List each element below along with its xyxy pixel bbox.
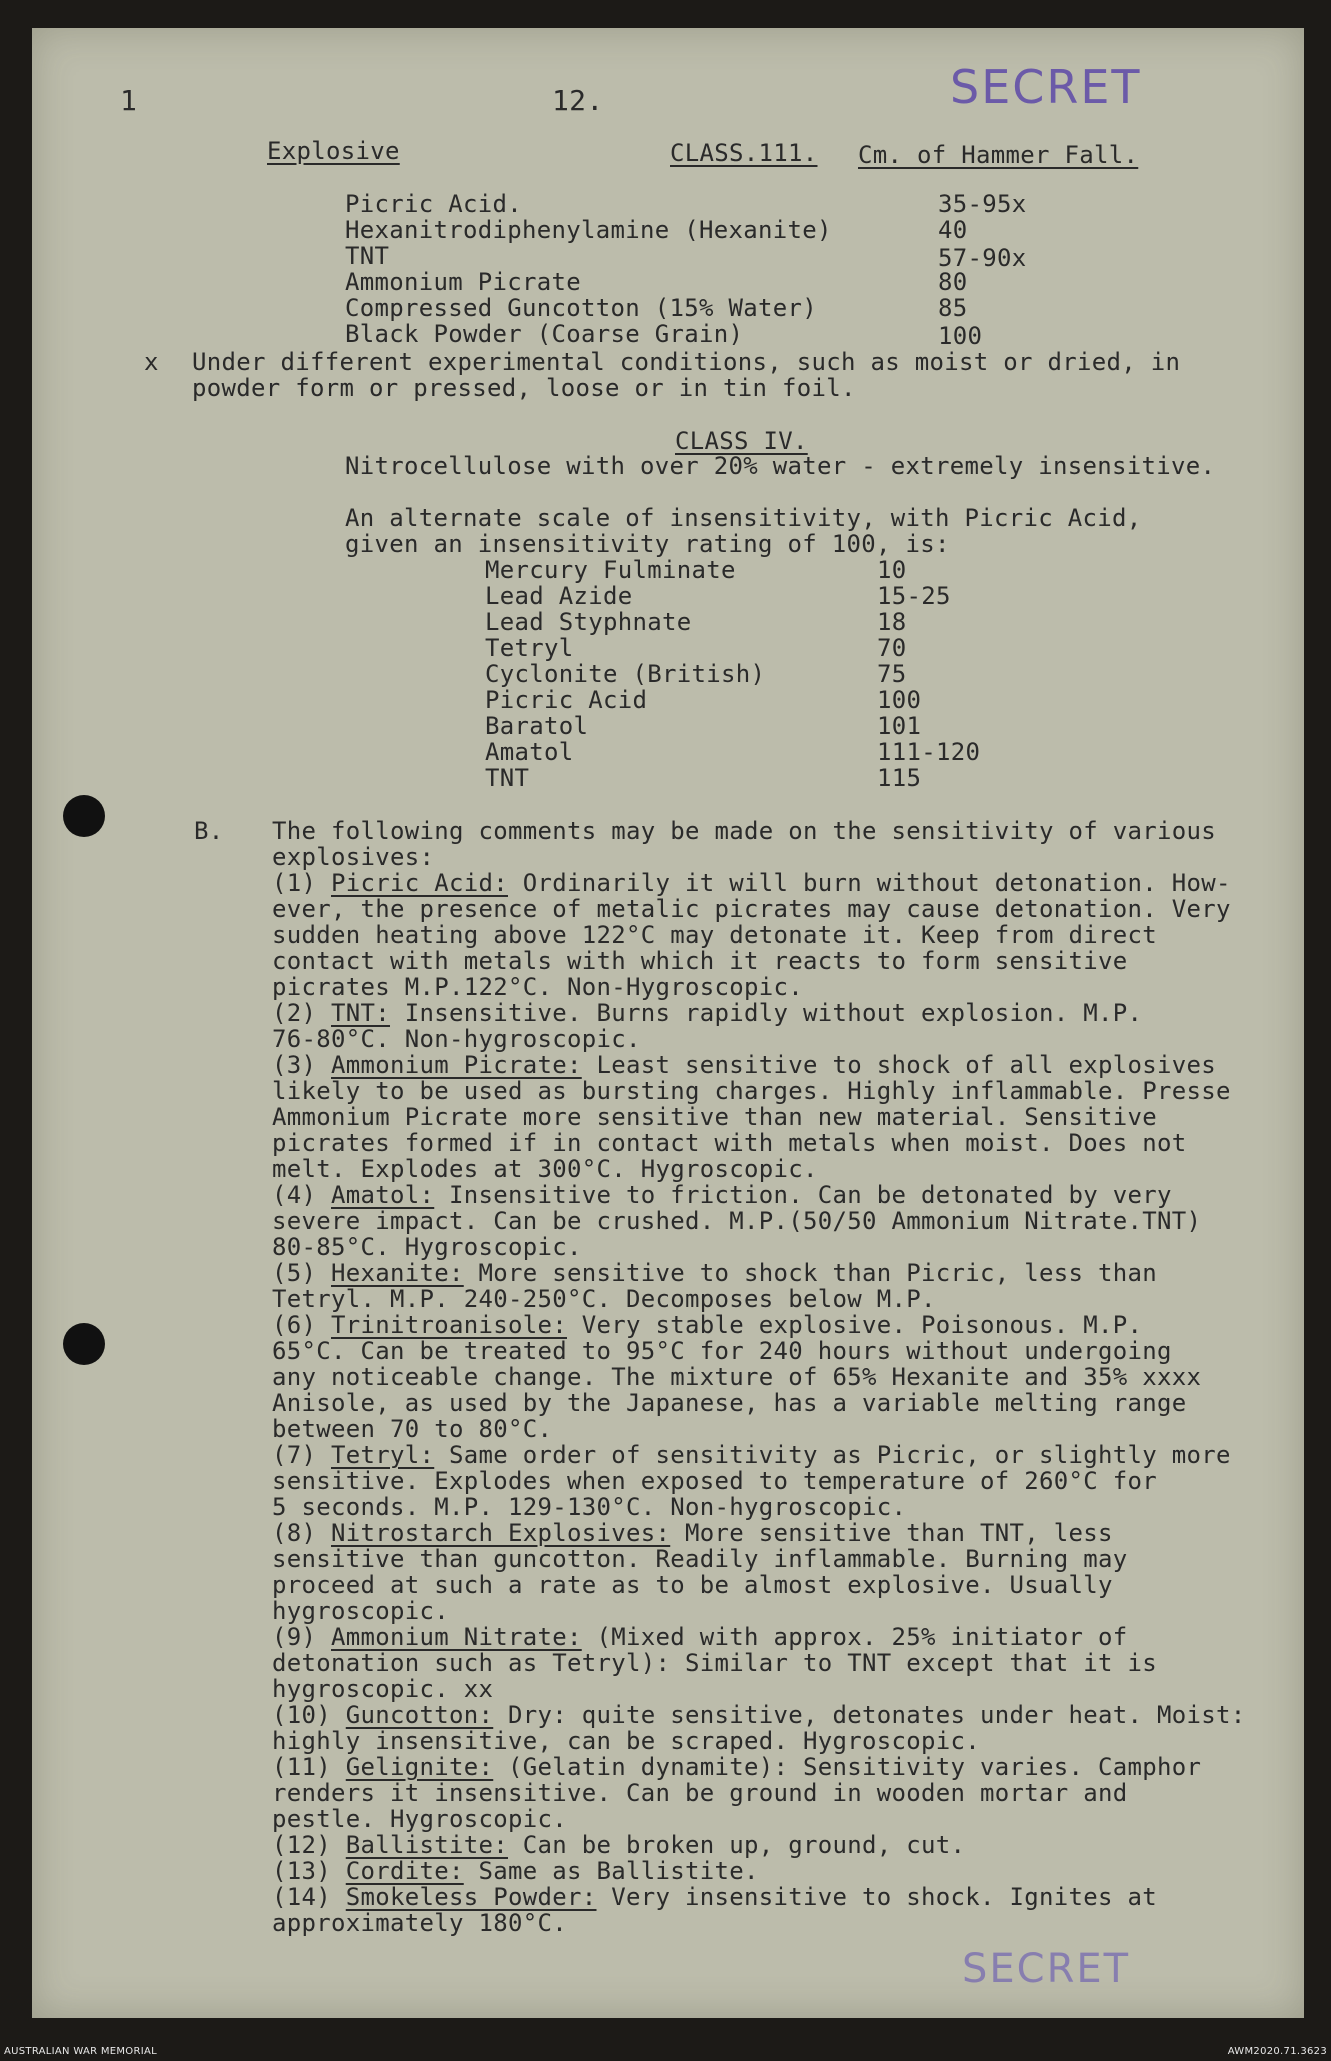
comment-number: (7) [272,1441,317,1469]
comment-label: Gelignite: [345,1753,494,1781]
comment-line [272,1286,1302,1312]
class3-name: TNT [345,242,390,270]
comment-line [272,1520,1302,1546]
comment-line [272,870,1302,896]
comment-label: Amatol: [331,1181,435,1209]
comment-line [272,974,1302,1000]
alt-value: 101 [877,712,922,740]
alt-value: 100 [877,686,922,714]
comment-line [272,1026,1302,1052]
comment-text: Insensitive. Burns rapidly without explosion. M.P. [404,999,1143,1027]
comment-line [272,1130,1302,1156]
comment-line [272,1702,1302,1728]
section-b-intro: explosives: [272,843,435,871]
comment-number: (5) [272,1259,317,1287]
class3-name: Compressed Guncotton (15% Water) [345,294,817,322]
comment-label: TNT: [331,999,390,1027]
comment-line [272,1598,1302,1624]
class3-value: 100 [938,322,983,350]
comment-line [272,1806,1302,1832]
section-b-intro: The following comments may be made on the sensitivity of various [272,817,1216,845]
comment-label: Ammonium Picrate: [331,1051,582,1079]
alt-name: Amatol [485,738,574,766]
comment-line [272,1468,1302,1494]
comment-text: hygroscopic. xx [272,1675,494,1703]
comment-text: approximately 180°C. [272,1909,567,1937]
comment-line [272,1780,1302,1806]
comment-text: sudden heating above 122°C may detonate it. Keep from direct [272,921,1157,949]
header-hammer-fall: Cm. of Hammer Fall. [858,141,1139,169]
corner-mark: 1 [120,84,138,117]
comment-line [272,1858,1302,1884]
document-page [32,28,1304,2018]
comment-text: 80-85°C. Hygroscopic. [272,1233,582,1261]
alt-name: Lead Styphnate [485,608,692,636]
comment-number: (6) [272,1311,317,1339]
comment-label: Cordite: [345,1857,464,1885]
comment-line [272,1650,1302,1676]
comment-line [272,1104,1302,1130]
comment-label: Guncotton: [345,1701,494,1729]
comment-text: Same as Ballistite. [478,1857,759,1885]
class3-value: 57-90x [938,244,1027,272]
alt-name: Tetryl [485,634,574,662]
comment-text: Insensitive to friction. Can be detonated by very [449,1181,1172,1209]
comment-number: (8) [272,1519,317,1547]
comment-line [272,1182,1302,1208]
note-mark: x [144,348,159,376]
comment-text: More sensitive to shock than Picric, less than [478,1259,1157,1287]
comment-text: any noticeable change. The mixture of 65% Hexanite and 35% xxxx [272,1363,1202,1391]
comment-number: (10) [272,1701,331,1729]
comment-line [272,1728,1302,1754]
comment-number: (11) [272,1753,331,1781]
punch-hole-bottom [63,1323,105,1365]
class3-value: 80 [938,268,968,296]
comment-text: Dry: quite sensitive, detonates under heat. Moist: [508,1701,1246,1729]
comment-text: Tetryl. M.P. 240-250°C. Decomposes below M.P. [272,1285,936,1313]
alt-scale-intro: given an insensitivity rating of 100, is: [345,530,950,558]
comment-text: Least sensitive to shock of all explosives [596,1051,1216,1079]
comment-line [272,1546,1302,1572]
comment-text: highly insensitive, can be scraped. Hygroscopic. [272,1727,980,1755]
comment-number: (14) [272,1883,331,1911]
comment-line [272,1260,1302,1286]
comment-text: proceed at such a rate as to be almost explosive. Usually [272,1571,1113,1599]
page-number: 12. [552,84,604,117]
comment-number: (9) [272,1623,317,1651]
comment-line [272,1364,1302,1390]
class3-value: 40 [938,216,968,244]
comment-text: picrates formed if in contact with metals when moist. Does not [272,1129,1187,1157]
footer-right: AWM2020.71.3623 [1227,2046,1327,2057]
alt-value: 115 [877,764,922,792]
alt-name: Cyclonite (British) [485,660,766,688]
comment-line [272,896,1302,922]
section-b-mark: B. [194,817,224,845]
comment-number: (12) [272,1831,331,1859]
comment-line [272,1052,1302,1078]
comment-line [272,1312,1302,1338]
class3-name: Hexanitrodiphenylamine (Hexanite) [345,216,832,244]
comment-line [272,1884,1302,1910]
alt-value: 15-25 [877,582,951,610]
alt-value: 111-120 [877,738,981,766]
comment-number: (13) [272,1857,331,1885]
comment-text: Ordinarily it will burn without detonation. How- [522,869,1231,897]
comment-text: renders it insensitive. Can be ground in wooden mortar and [272,1779,1128,1807]
comment-line [272,1338,1302,1364]
comment-number: (1) [272,869,317,897]
comment-text: Very stable explosive. Poisonous. M.P. [581,1311,1143,1339]
alt-value: 10 [877,556,907,584]
comment-text: (Mixed with approx. 25% initiator of [596,1623,1128,1651]
comment-line [272,1208,1302,1234]
comment-label: Trinitroanisole: [331,1311,567,1339]
comment-text: More sensitive than TNT, less [684,1519,1113,1547]
comment-text: Anisole, as used by the Japanese, has a variable melting range [272,1389,1187,1417]
alt-value: 70 [877,634,907,662]
comments-list [272,870,1302,1936]
comment-text: hygroscopic. [272,1597,449,1625]
comment-text: ever, the presence of metalic picrates may cause detonation. Very [272,895,1231,923]
comment-line [272,948,1302,974]
alt-value: 18 [877,608,907,636]
comment-line [272,1910,1302,1936]
comment-text: picrates M.P.122°C. Non-Hygroscopic. [272,973,803,1001]
class3-name: Ammonium Picrate [345,268,581,296]
comment-label: Smokeless Powder: [345,1883,597,1911]
class4-text: Nitrocellulose with over 20% water - extremely insensitive. [345,452,1216,480]
secret-stamp-top: SECRET [950,60,1142,114]
class3-name: Black Powder (Coarse Grain) [345,320,744,348]
comment-line [272,1624,1302,1650]
comment-text: severe impact. Can be crushed. M.P.(50/50 Ammonium Nitrate.TNT) [272,1207,1202,1235]
comment-text: sensitive than guncotton. Readily inflammable. Burning may [272,1545,1128,1573]
footer-left: AUSTRALIAN WAR MEMORIAL [4,2046,157,2057]
header-explosive: Explosive [267,137,400,165]
comment-line [272,1494,1302,1520]
comment-number: (2) [272,999,317,1027]
comment-text: 76-80°C. Non-hygroscopic. [272,1025,641,1053]
comment-text: (Gelatin dynamite): Sensitivity varies. Camphor [508,1753,1202,1781]
class3-name: Picric Acid. [345,190,522,218]
comment-line [272,1000,1302,1026]
comment-line [272,1832,1302,1858]
alt-name: Mercury Fulminate [485,556,736,584]
comment-text: Same order of sensitivity as Picric, or slightly more [449,1441,1231,1469]
class4-title: CLASS IV. [675,427,808,455]
comment-line [272,1390,1302,1416]
comment-line [272,1572,1302,1598]
comment-text: contact with metals with which it reacts to form sensitive [272,947,1128,975]
alt-name: Lead Azide [485,582,633,610]
comment-label: Hexanite: [331,1259,464,1287]
alt-name: Baratol [485,712,589,740]
comment-line [272,1234,1302,1260]
comment-number: (3) [272,1051,317,1079]
alt-name: Picric Acid [485,686,648,714]
alt-value: 75 [877,660,907,688]
comment-label: Ammonium Nitrate: [331,1623,582,1651]
alt-scale-intro: An alternate scale of insensitivity, with Picric Acid, [345,504,1142,532]
comment-line [272,1416,1302,1442]
comment-text: 65°C. Can be treated to 95°C for 240 hours without undergoing [272,1337,1172,1365]
comment-label: Nitrostarch Explosives: [331,1519,671,1547]
comment-text: 5 seconds. M.P. 129-130°C. Non-hygroscopic. [272,1493,907,1521]
comment-text: pestle. Hygroscopic. [272,1805,567,1833]
comment-text: Ammonium Picrate more sensitive than new material. Sensitive [272,1103,1157,1131]
comment-text: sensitive. Explodes when exposed to temperature of 260°C for [272,1467,1157,1495]
comment-text: melt. Explodes at 300°C. Hygroscopic. [272,1155,818,1183]
class3-value: 85 [938,294,968,322]
comment-label: Tetryl: [331,1441,435,1469]
comment-line [272,1442,1302,1468]
comment-line [272,1754,1302,1780]
header-class3: CLASS.111. [670,139,818,167]
comment-line [272,922,1302,948]
comment-text: Very insensitive to shock. Ignites at [611,1883,1157,1911]
comment-text: likely to be used as bursting charges. Highly inflammable. Presse [272,1077,1231,1105]
alt-name: TNT [485,764,530,792]
comment-label: Ballistite: [345,1831,508,1859]
comment-line [272,1078,1302,1104]
note-line: powder form or pressed, loose or in tin foil. [192,374,856,402]
class3-value: 35-95x [938,190,1027,218]
comment-text: between 70 to 80°C. [272,1415,553,1443]
comment-text: detonation such as Tetryl): Similar to TNT except that it is [272,1649,1157,1677]
comment-line [272,1156,1302,1182]
comment-line [272,1676,1302,1702]
comment-text: Can be broken up, ground, cut. [522,1831,966,1859]
comment-number: (4) [272,1181,317,1209]
note-line: Under different experimental conditions, such as moist or dried, in [192,348,1181,376]
secret-stamp-bottom: SECRET [962,1946,1131,1992]
punch-hole-top [63,795,105,837]
comment-label: Picric Acid: [331,869,508,897]
